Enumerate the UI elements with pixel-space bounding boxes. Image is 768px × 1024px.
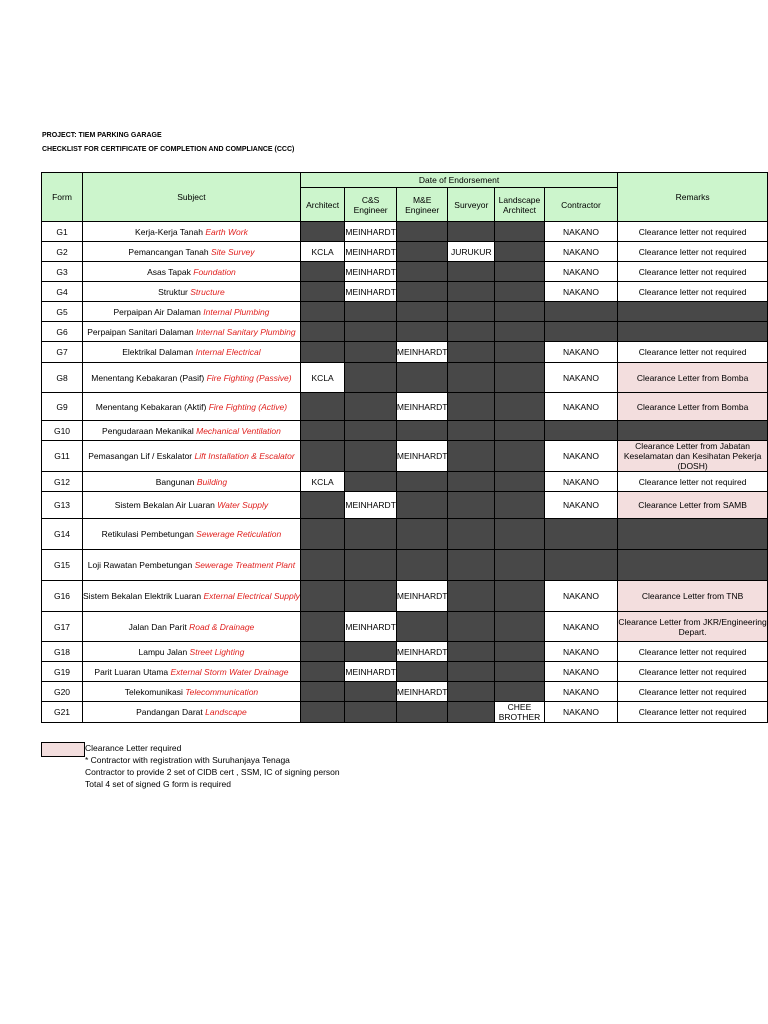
table-row (42, 519, 768, 550)
cs-cell (345, 550, 397, 581)
subject-malay: Parit Luaran Utama (94, 666, 169, 677)
contractor-cell (544, 519, 617, 550)
form-cell: G19 (42, 662, 83, 682)
subject-english: Sewerage Treatment Plant (194, 560, 296, 570)
me-cell (396, 519, 448, 550)
architect-cell (300, 441, 344, 472)
table-row (42, 322, 768, 342)
subject-cell (83, 662, 301, 682)
col-header-architect: Architect (300, 188, 344, 222)
subject-malay: Menentang Kebakaran (Aktif) (95, 401, 207, 412)
subject-malay: Struktur (158, 286, 188, 297)
architect-cell (300, 322, 344, 342)
cs-cell: MEINHARDT (345, 222, 397, 242)
col-header-remarks: Remarks (618, 173, 768, 222)
contractor-cell (544, 322, 617, 342)
form-cell: G8 (42, 363, 83, 393)
table-row (42, 282, 768, 302)
cs-cell: MEINHARDT (345, 262, 397, 282)
surveyor-cell (448, 222, 495, 242)
subject-cell (83, 363, 301, 393)
landscape-cell (495, 581, 545, 612)
me-cell (396, 612, 448, 642)
form-cell: G17 (42, 612, 83, 642)
col-header-form: Form (42, 173, 83, 222)
architect-cell (300, 393, 344, 421)
architect-cell (300, 492, 344, 519)
cs-cell: MEINHARDT (345, 282, 397, 302)
cs-cell (345, 302, 397, 322)
remarks-cell: Clearance letter not required (618, 472, 768, 492)
table-row (42, 682, 768, 702)
subject-english: Site Survey (210, 246, 255, 257)
architect-cell (300, 702, 344, 723)
table-row (42, 612, 768, 642)
cs-cell (345, 702, 397, 723)
table-row (42, 393, 768, 421)
contractor-note: * Contractor with registration with Suruhanjaya Tenaga (85, 755, 290, 765)
me-cell: MEINHARDT (396, 581, 448, 612)
subject-english: Structure (190, 286, 225, 297)
subject-malay: Pemasangan Lif / Eskalator (88, 451, 193, 461)
contractor-cell: NAKANO (544, 682, 617, 702)
col-header-contractor: Contractor (544, 188, 617, 222)
remarks-cell (618, 302, 768, 322)
contractor-cell: NAKANO (544, 441, 617, 472)
contractor-cell: NAKANO (544, 222, 617, 242)
surveyor-cell (448, 612, 495, 642)
me-cell (396, 322, 448, 342)
form-cell: G20 (42, 682, 83, 702)
surveyor-cell (448, 472, 495, 492)
landscape-cell (495, 302, 545, 322)
subject-cell (83, 492, 301, 519)
subject-english: Mechanical Ventilation (196, 425, 281, 436)
table-row (42, 222, 768, 242)
table-row (42, 262, 768, 282)
form-cell: G7 (42, 342, 83, 363)
surveyor-cell (448, 492, 495, 519)
remarks-cell: Clearance letter not required (618, 342, 768, 363)
subject-english: Internal Plumbing (203, 306, 270, 317)
surveyor-cell (448, 282, 495, 302)
landscape-cell (495, 262, 545, 282)
remarks-cell (618, 421, 768, 441)
table-row (42, 421, 768, 441)
cs-cell (345, 581, 397, 612)
landscape-cell (495, 642, 545, 662)
me-cell (396, 702, 448, 723)
surveyor-cell (448, 322, 495, 342)
cs-cell (345, 441, 397, 472)
contractor-cell: NAKANO (544, 702, 617, 723)
architect-cell (300, 642, 344, 662)
form-cell: G16 (42, 581, 83, 612)
col-header-cs-engineer: C&S Engineer (345, 188, 397, 222)
subject-cell (83, 393, 301, 421)
surveyor-cell (448, 682, 495, 702)
me-cell: MEINHARDT (396, 393, 448, 421)
table-row (42, 492, 768, 519)
subject-malay: Menentang Kebakaran (Pasif) (91, 372, 205, 383)
landscape-cell (495, 421, 545, 441)
contractor-cell (544, 302, 617, 322)
subject-cell (83, 242, 301, 262)
surveyor-cell: JURUKUR (448, 242, 495, 262)
contractor-cell: NAKANO (544, 393, 617, 421)
form-cell: G10 (42, 421, 83, 441)
clearance-legend-swatch (41, 742, 85, 757)
subject-cell (83, 682, 301, 702)
cs-cell (345, 393, 397, 421)
landscape-cell (495, 242, 545, 262)
me-cell (396, 492, 448, 519)
subject-malay: Kerja-Kerja Tanah (135, 226, 203, 237)
subject-english: Landscape (205, 707, 247, 717)
form-cell: G5 (42, 302, 83, 322)
cs-cell (345, 421, 397, 441)
architect-cell (300, 519, 344, 550)
subject-cell (83, 262, 301, 282)
subject-cell (83, 421, 301, 441)
col-header-surveyor: Surveyor (448, 188, 495, 222)
subject-malay: Lampu Jalan (138, 646, 188, 657)
surveyor-cell (448, 342, 495, 363)
landscape-cell (495, 441, 545, 472)
table-row (42, 242, 768, 262)
subject-cell (83, 472, 301, 492)
form-cell: G1 (42, 222, 83, 242)
landscape-cell (495, 322, 545, 342)
contractor-cell: NAKANO (544, 242, 617, 262)
subject-cell (83, 581, 301, 612)
contractor-cell: NAKANO (544, 282, 617, 302)
subject-malay: Asas Tapak (147, 266, 191, 277)
architect-cell (300, 302, 344, 322)
landscape-cell (495, 492, 545, 519)
forms-note: Total 4 set of signed G form is required (85, 779, 231, 789)
remarks-cell: Clearance letter not required (618, 242, 768, 262)
contractor-cell: NAKANO (544, 581, 617, 612)
me-cell: MEINHARDT (396, 682, 448, 702)
subject-english: External Storm Water Drainage (170, 666, 289, 677)
architect-cell (300, 550, 344, 581)
form-cell: G9 (42, 393, 83, 421)
subject-english: External Electrical Supply (203, 591, 300, 601)
subject-cell (83, 550, 301, 581)
form-cell: G6 (42, 322, 83, 342)
contractor-cell: NAKANO (544, 642, 617, 662)
documents-note: Contractor to provide 2 set of CIDB cert , SSM, IC of signing person (85, 767, 340, 777)
subject-cell (83, 612, 301, 642)
remarks-cell: Clearance letter not required (618, 702, 768, 723)
remarks-cell: Clearance Letter from Bomba (618, 363, 768, 393)
surveyor-cell (448, 519, 495, 550)
subject-malay: Perpaipan Sanitari Dalaman (87, 326, 194, 337)
col-header-date-of-endorsement: Date of Endorsement (300, 173, 617, 188)
remarks-cell: Clearance Letter from TNB (618, 581, 768, 612)
subject-malay: Pemancangan Tanah (128, 246, 209, 257)
subject-english: Building (196, 476, 228, 487)
architect-cell (300, 581, 344, 612)
form-cell: G4 (42, 282, 83, 302)
subject-english: Fire Fighting (Active) (208, 401, 288, 412)
subject-english: Internal Electrical (195, 347, 261, 357)
surveyor-cell (448, 642, 495, 662)
landscape-cell (495, 519, 545, 550)
surveyor-cell (448, 393, 495, 421)
me-cell (396, 302, 448, 322)
me-cell (396, 421, 448, 441)
cs-cell (345, 642, 397, 662)
subject-english: Street Lighting (189, 646, 245, 657)
landscape-cell (495, 282, 545, 302)
col-header-landscape-architect: Landscape Architect (495, 188, 545, 222)
subject-english: Internal Sanitary Plumbing (195, 326, 296, 337)
subject-cell (83, 342, 301, 363)
contractor-cell: NAKANO (544, 472, 617, 492)
cs-cell (345, 682, 397, 702)
table-body (42, 222, 768, 723)
cs-cell: MEINHARDT (345, 612, 397, 642)
surveyor-cell (448, 302, 495, 322)
table-row (42, 662, 768, 682)
remarks-cell: Clearance Letter from SAMB (618, 492, 768, 519)
table-row (42, 302, 768, 322)
architect-cell (300, 262, 344, 282)
subject-english: Foundation (193, 266, 236, 277)
subject-malay: Jalan Dan Parit (128, 621, 187, 632)
remarks-cell (618, 322, 768, 342)
landscape-cell (495, 222, 545, 242)
remarks-cell: Clearance Letter from Bomba (618, 393, 768, 421)
me-cell (396, 662, 448, 682)
project-title: PROJECT: TIEM PARKING GARAGE (42, 132, 162, 139)
architect-cell: KCLA (300, 242, 344, 262)
col-header-me-engineer: M&E Engineer (396, 188, 448, 222)
remarks-cell: Clearance letter not required (618, 682, 768, 702)
subject-malay: Sistem Bekalan Elektrik Luaran (83, 591, 202, 601)
checklist-title: CHECKLIST FOR CERTIFICATE OF COMPLETION AND COMPLIANCE (CCC) (42, 146, 295, 153)
cs-cell: MEINHARDT (345, 492, 397, 519)
me-cell: MEINHARDT (396, 342, 448, 363)
form-cell: G3 (42, 262, 83, 282)
landscape-cell (495, 550, 545, 581)
table-row (42, 702, 768, 723)
form-cell: G2 (42, 242, 83, 262)
subject-malay: Telekomunikasi (124, 686, 183, 697)
ccc-checklist-table (41, 172, 768, 723)
landscape-cell (495, 363, 545, 393)
landscape-cell (495, 393, 545, 421)
form-cell: G13 (42, 492, 83, 519)
remarks-cell: Clearance letter not required (618, 262, 768, 282)
form-cell: G14 (42, 519, 83, 550)
subject-english: Road & Drainage (189, 621, 255, 632)
me-cell (396, 282, 448, 302)
cs-cell (345, 322, 397, 342)
me-cell (396, 222, 448, 242)
table-row (42, 550, 768, 581)
subject-malay: Loji Rawatan Pembetungan (87, 560, 193, 570)
form-cell: G11 (42, 441, 83, 472)
table-row (42, 472, 768, 492)
subject-malay: Perpaipan Air Dalaman (113, 306, 201, 317)
cs-cell: MEINHARDT (345, 242, 397, 262)
subject-malay: Pandangan Darat (136, 707, 203, 717)
subject-english: Telecommunication (185, 686, 259, 697)
subject-english: Water Supply (217, 500, 269, 510)
subject-malay: Retikulasi Pembetungan (101, 529, 194, 539)
subject-cell (83, 519, 301, 550)
remarks-cell (618, 519, 768, 550)
subject-english: Sewerage Reticulation (196, 529, 282, 539)
subject-cell (83, 282, 301, 302)
architect-cell (300, 612, 344, 642)
landscape-cell (495, 662, 545, 682)
remarks-cell: Clearance letter not required (618, 222, 768, 242)
me-cell (396, 472, 448, 492)
me-cell: MEINHARDT (396, 441, 448, 472)
subject-malay: Bangunan (155, 476, 195, 487)
remarks-cell: Clearance letter not required (618, 662, 768, 682)
cs-cell (345, 342, 397, 363)
architect-cell: KCLA (300, 472, 344, 492)
contractor-cell: NAKANO (544, 612, 617, 642)
landscape-cell (495, 342, 545, 363)
contractor-cell: NAKANO (544, 662, 617, 682)
surveyor-cell (448, 702, 495, 723)
subject-malay: Elektrikal Dalaman (122, 347, 194, 357)
surveyor-cell (448, 363, 495, 393)
remarks-cell (618, 550, 768, 581)
remarks-cell: Clearance letter not required (618, 282, 768, 302)
legend-clearance-note: Clearance Letter required (85, 743, 182, 753)
architect-cell (300, 682, 344, 702)
cs-cell (345, 519, 397, 550)
contractor-cell (544, 550, 617, 581)
architect-cell (300, 222, 344, 242)
subject-cell (83, 322, 301, 342)
me-cell (396, 262, 448, 282)
table-row (42, 581, 768, 612)
remarks-cell: Clearance Letter from JKR/Engineering Depart. (618, 612, 768, 642)
me-cell (396, 242, 448, 262)
subject-english: Earth Work (205, 226, 248, 237)
table-row (42, 441, 768, 472)
col-header-subject: Subject (83, 173, 301, 222)
cs-cell: MEINHARDT (345, 662, 397, 682)
subject-cell (83, 222, 301, 242)
me-cell (396, 363, 448, 393)
contractor-cell: NAKANO (544, 342, 617, 363)
remarks-cell: Clearance letter not required (618, 642, 768, 662)
landscape-cell (495, 612, 545, 642)
contractor-cell: NAKANO (544, 492, 617, 519)
architect-cell (300, 282, 344, 302)
landscape-cell (495, 682, 545, 702)
surveyor-cell (448, 441, 495, 472)
form-cell: G12 (42, 472, 83, 492)
surveyor-cell (448, 262, 495, 282)
landscape-cell (495, 472, 545, 492)
table-row (42, 642, 768, 662)
form-cell: G15 (42, 550, 83, 581)
landscape-cell: CHEE BROTHER (495, 702, 545, 723)
architect-cell (300, 421, 344, 441)
subject-cell (83, 302, 301, 322)
cs-cell (345, 363, 397, 393)
form-cell: G21 (42, 702, 83, 723)
table-row (42, 363, 768, 393)
subject-malay: Sistem Bekalan Air Luaran (114, 500, 215, 510)
contractor-cell: NAKANO (544, 262, 617, 282)
me-cell (396, 550, 448, 581)
architect-cell (300, 662, 344, 682)
surveyor-cell (448, 421, 495, 441)
contractor-cell: NAKANO (544, 363, 617, 393)
cs-cell (345, 472, 397, 492)
form-cell: G18 (42, 642, 83, 662)
surveyor-cell (448, 662, 495, 682)
subject-english: Fire Fighting (Passive) (206, 372, 292, 383)
remarks-cell: Clearance Letter from Jabatan Keselamatan dan Kesihatan Pekerja (DOSH) (618, 441, 768, 472)
contractor-cell (544, 421, 617, 441)
me-cell: MEINHARDT (396, 642, 448, 662)
surveyor-cell (448, 550, 495, 581)
architect-cell: KCLA (300, 363, 344, 393)
subject-cell (83, 702, 301, 723)
table-row (42, 342, 768, 363)
subject-malay: Pengudaraan Mekanikal (102, 425, 194, 436)
subject-cell (83, 642, 301, 662)
surveyor-cell (448, 581, 495, 612)
subject-cell (83, 441, 301, 472)
architect-cell (300, 342, 344, 363)
subject-english: Lift Installation & Escalator (194, 451, 295, 461)
